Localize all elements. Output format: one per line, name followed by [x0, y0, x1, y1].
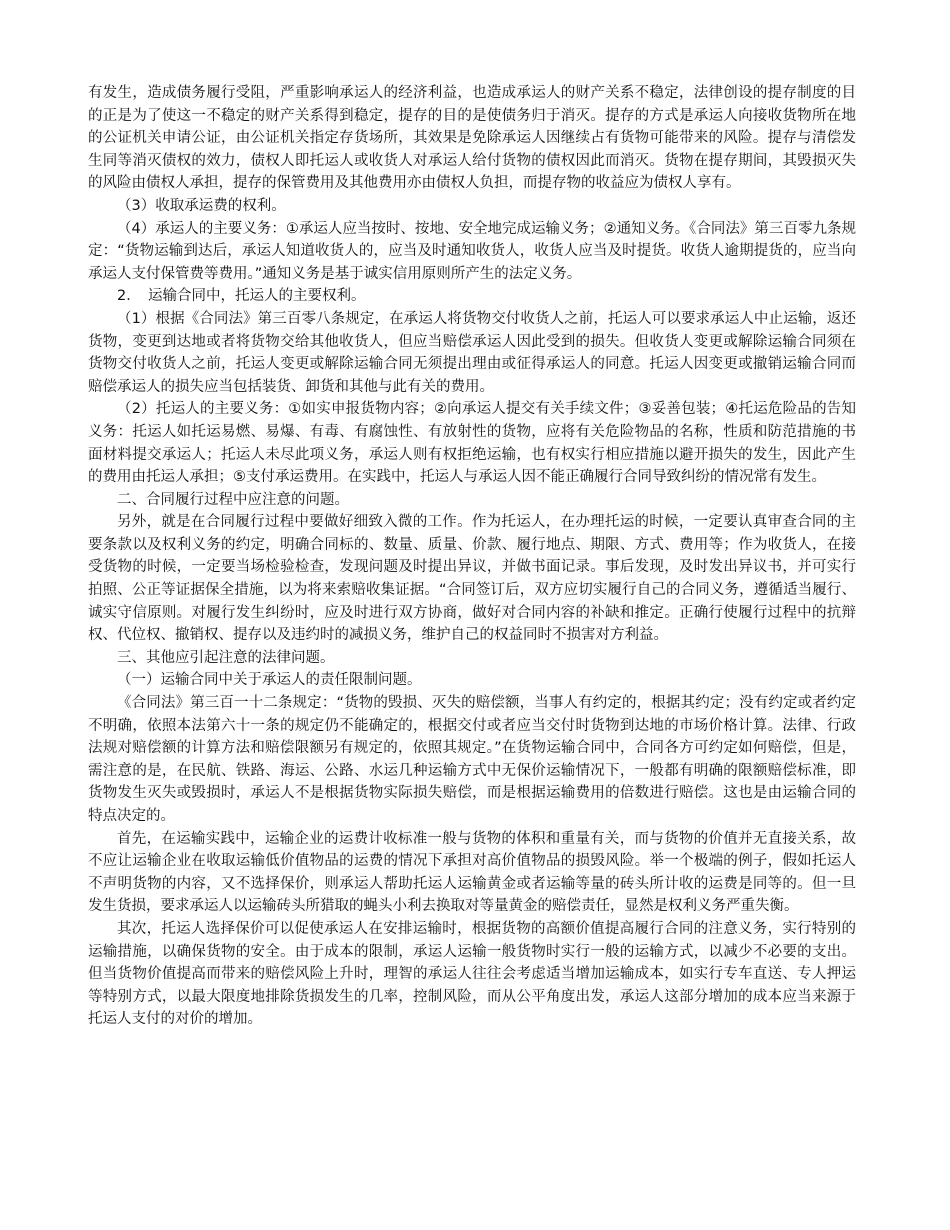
paragraph-article-308: （1）根据《合同法》第三百零八条规定，在承运人将货物交付收货人之前，托运人可以要求承运人中止运输，返还货物，变更到达地或者将货物交给其他收货人，但应当赔偿承运人因此受到的损失。但收货人变更或解除运输合同须在货物交付收货人之前，托运人变更或解除运输合同无须提出理由或征得承运人的同意。托运人因变更或撤销运输合同而赔偿承运人的损失应当包括装货、卸货和其他与此有关的费用。	[88, 310, 856, 395]
heading-liability-limitation: （一）运输合同中关于承运人的责任限制问题。	[117, 672, 422, 689]
paragraph-performance-details: 另外，就是在合同履行过程中要做好细致入微的工作。作为托运人，在办理托运的时候，一定要认真审查合同的主要条款以及权利义务的约定，明确合同标的、数量、质量、价款、履行地点、期限、方式、费用等；作为收货人，在接受货物的时候，一定要当场检验检查，发现问题及时提出异议，并做书面记录。事后发现，及时发出异议书，并可实行拍照、公正等证据保全措施，以为将来索赔收集证据。“合同签订后，双方应切实履行自己的合同义务，遵循适当履行、诚实守信原则。对履行发生纠纷时，应及时进行双方协商，做好对合同内容的补缺和推定。正确行使履行过程中的抗辩权、代位权、撤销权、提存以及违约时的减损义务，维护自己的权益同时不损害对方利益。	[88, 514, 856, 644]
paragraph-secondly: 其次，托运人选择保价可以促使承运人在安排运输时，根据货物的高额价值提高履行合同的注意义务，实行特别的运输措施，以确保货物的安全。由于成本的限制，承运人运输一般货物时实行一般的运输方式，以减少不必要的支出。但当货物价值提高而带来的赔偿风险上升时，理智的承运人往往会考虑适当增加运输成本，如实行专车直送、专人押运等特别方式，以最大限度地排除货损发生的几率，控制风险，而从公平角度出发，承运人这部分增加的成本应当来源于托运人支付的对价的增加。	[88, 920, 856, 1028]
heading-performance-issues: 二、合同履行过程中应注意的问题。	[117, 491, 349, 508]
heading-other-legal-issues: 三、其他应引起注意的法律问题。	[117, 649, 335, 666]
document-page	[88, 82, 856, 1031]
paragraph-carrier-obligations: （4）承运人的主要义务：①承运人应当按时、按地、安全地完成运输义务；②通知义务。《合同法》第三百零九条规定：“货物运输到达后，承运人知道收货人的，应当及时通知收货人，收货人应当及时提货。收货人逾期提货的，应当向承运人支付保管费等费用。”通知义务是基于诚实信用原则所产生的法定义务。	[88, 220, 856, 282]
paragraph-shipper-obligations: （2）托运人的主要义务：①如实申报货物内容；②向承运人提交有关手续文件；③妥善包装；④托运危险品的告知义务：托运人如托运易燃、易爆、有毒、有腐蚀性、有放射性的货物，应将有关危险物品的名称，性质和防范措施的书面材料提交承运人；托运人未尽此项义务，承运人则有权拒绝运输，也有权实行相应措施以避开损失的发生，因此产生的费用由托运人承担；⑤支付承运费用。在实践中，托运人与承运人因不能正确履行合同导致纠纷的情况常有发生。	[88, 401, 856, 486]
paragraph-freight-right: （3）收取承运费的权利。	[117, 197, 286, 214]
paragraph-firstly: 首先，在运输实践中，运输企业的运费计收标准一般与货物的体积和重量有关，而与货物的价值并无直接关系，故不应让运输企业在收取运输低价值物品的运费的情况下承担对高价值物品的损毁风险。举一个极端的例子，假如托运人不声明货物的内容，又不选择保价，则承运人帮助托运人运输黄金或者运输等量的砖头所计收的运费是同等的。但一旦发生货损，要求承运人以运输砖头所猎取的蝇头小利去换取对等量黄金的赔偿责任，显然是权利义务严重失衡。	[88, 830, 856, 915]
paragraph-storage-system: 有发生，造成债务履行受阻，严重影响承运人的经济利益，也造成承运人的财产关系不稳定，法律创设的提存制度的目的正是为了使这一不稳定的财产关系得到稳定，提存的目的是使债务归于消灭。提存的方式是承运人向接收货物所在地的公证机关申请公证，由公证机关指定存货场所，其效果是免除承运人因继续占有货物可能带来的风险。提存与清偿发生同等消灭债权的效力，债权人即托运人或收货人对承运人给付货物的债权因此而消灭。货物在提存期间，其毁损灭失的风险由债权人承担，提存的保管费用及其他费用亦由债权人负担，而提存物的收益应为债权人享有。	[88, 85, 856, 192]
paragraph-article-312: 《合同法》第三百一十二条规定：“货物的毁损、灭失的赔偿额，当事人有约定的，根据其约定；没有约定或者约定不明确，依照本法第六十一条的规定仍不能确定的，根据交付或者应当交付时货物到达地的市场价格计算。法律、行政法规对赔偿额的计算方法和赔偿限额另有规定的，依照其规定。”在货物运输合同中，合同各方可约定如何赔偿，但是，需注意的是，在民航、铁路、海运、公路、水运几种运输方式中无保价运输情况下，一般都有明确的限额赔偿标准，即货物发生灭失或毁损时，承运人不是根据货物实际损失赔偿，而是根据运输费用的倍数进行赔偿。这也是由运输合同的特点决定的。	[88, 695, 856, 824]
heading-shipper-rights: 2． 运输合同中，托运人的主要权利。	[117, 288, 366, 305]
